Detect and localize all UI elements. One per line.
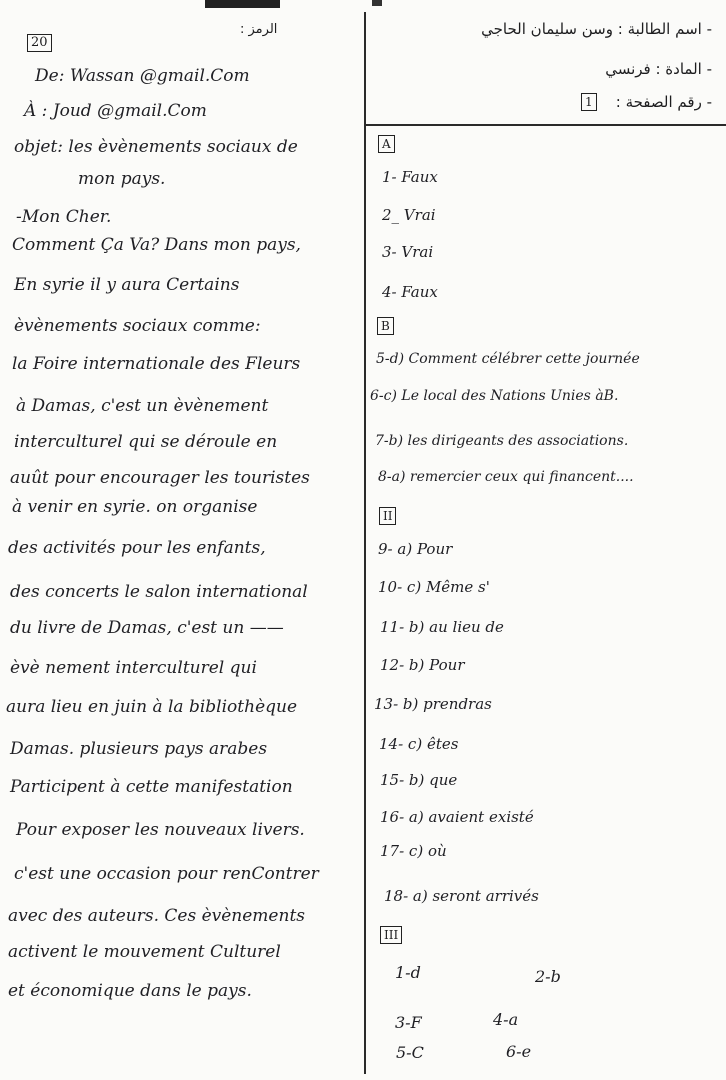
letter-line: objet: les èvènements sociaux de [14, 137, 298, 157]
letter-line: à Damas, c'est un èvènement [16, 396, 269, 416]
letter-line: aura lieu en juin à la bibliothèque [6, 697, 298, 717]
top-edge-mark-small [372, 0, 382, 6]
answer-item: 13- b) prendras [374, 695, 492, 713]
page-number-box: 20 [27, 34, 52, 52]
letter-line: Damas. plusieurs pays arabes [10, 739, 268, 759]
subject-label: - المادة : فرنسي [605, 60, 712, 78]
answer-item: 9- a) Pour [378, 540, 453, 558]
answer-item: 10- c) Même s' [378, 578, 490, 596]
letter-line: du livre de Damas, c'est un —— [10, 618, 284, 638]
answer-item: 11- b) au lieu de [380, 618, 504, 636]
letter-line: et économique dans le pays. [8, 981, 252, 1001]
letter-line: À : Joud @gmail.Com [24, 101, 207, 121]
section-b-label: B [377, 317, 394, 335]
answer-item: 1- Faux [382, 168, 438, 186]
answer-item: 15- b) que [380, 771, 458, 789]
code-label: الرمز : [240, 22, 278, 37]
letter-line: interculturel qui se déroule en [14, 432, 278, 452]
letter-line: auût pour encourager les touristes [10, 468, 310, 488]
answer-item: 2-b [535, 967, 561, 986]
answer-item: 8-a) remercier ceux qui financent.... [378, 469, 634, 485]
section-iii-label: III [380, 926, 402, 944]
answer-item: 7-b) les dirigeants des associations. [375, 433, 629, 449]
letter-line: des concerts le salon international [10, 582, 308, 602]
answer-item: 14- c) êtes [379, 735, 459, 753]
sheet-number-label: - رقم الصفحة : [615, 93, 712, 111]
answer-item: 4-a [493, 1010, 519, 1029]
letter-line: mon pays. [78, 169, 166, 189]
letter-line: -Mon Cher. [16, 207, 112, 227]
top-edge-mark [205, 0, 280, 8]
letter-line: èvènements sociaux comme: [14, 316, 261, 336]
letter-line: à venir en syrie. on organise [12, 497, 258, 517]
letter-line: Comment Ça Va? Dans mon pays, [12, 235, 301, 255]
letter-line: En syrie il y aura Certains [14, 275, 240, 295]
answer-item: 5-C [396, 1043, 424, 1062]
sheet-number-box: 1 [581, 93, 597, 111]
letter-line: De: Wassan @gmail.Com [35, 66, 250, 86]
letter-line: c'est une occasion pour renContrer [14, 864, 319, 884]
letter-line: activent le mouvement Culturel [8, 942, 281, 962]
answer-item: 6-c) Le local des Nations Unies àB. [370, 388, 619, 404]
letter-line: Participent à cette manifestation [10, 777, 293, 797]
answer-item: 2_ Vrai [382, 206, 436, 224]
column-divider [364, 12, 366, 1074]
answer-item: 12- b) Pour [380, 656, 465, 674]
section-a-label: A [378, 135, 395, 153]
section-ii-label: II [379, 507, 396, 525]
answer-item: 17- c) où [380, 842, 447, 860]
answer-item: 5-d) Comment célébrer cette journée [376, 351, 640, 367]
answer-item: 1-d [395, 963, 421, 982]
answer-item: 6-e [506, 1042, 532, 1061]
answer-item: 4- Faux [382, 283, 438, 301]
letter-line: des activités pour les enfants, [8, 538, 266, 558]
answer-item: 3- Vrai [382, 243, 434, 261]
answer-item: 3-F [395, 1013, 422, 1032]
answer-item: 18- a) seront arrivés [384, 887, 539, 905]
letter-line: Pour exposer les nouveaux livers. [16, 820, 305, 840]
header-divider [366, 124, 726, 126]
letter-line: la Foire internationale des Fleurs [12, 354, 301, 374]
letter-line: èvè nement interculturel qui [10, 658, 257, 678]
student-name: - اسم الطالبة : وسن سليمان الحاجي [481, 20, 712, 38]
letter-line: avec des auteurs. Ces èvènements [8, 906, 305, 926]
answer-item: 16- a) avaient existé [380, 808, 534, 826]
